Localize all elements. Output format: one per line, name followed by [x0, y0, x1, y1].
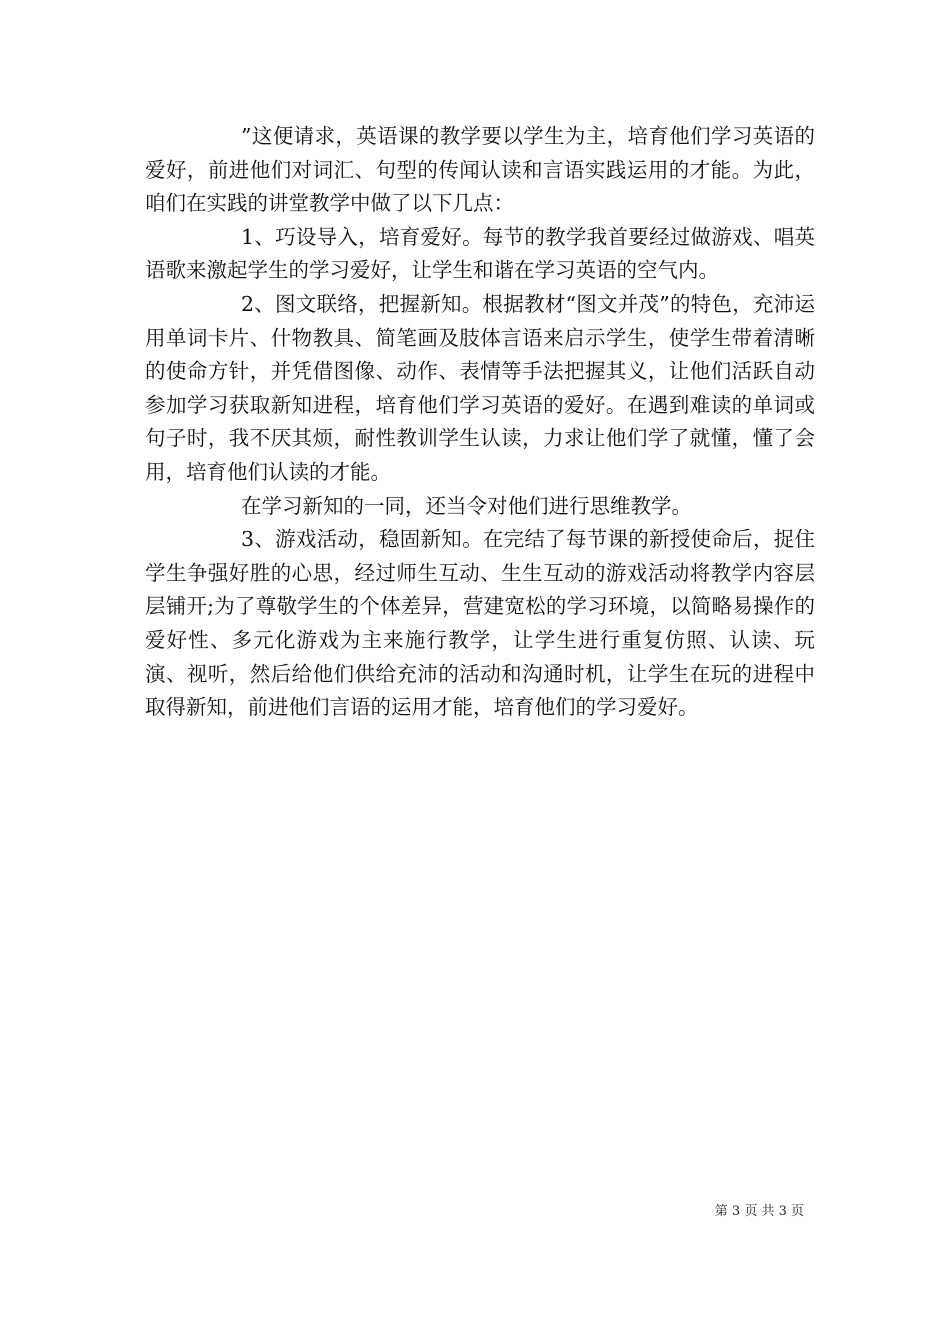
page-number-footer: 第 3 页 共 3 页 — [714, 1204, 804, 1219]
paragraph-point-1: 1、巧设导入，培育爱好。每节的教学我首要经过做游戏、唱英语歌来激起学生的学习爱好，让学生和谐在学习英语的空气内。 — [145, 224, 815, 283]
paragraph-thinking: 在学习新知的一同，还当令对他们进行思维教学。 — [241, 493, 692, 518]
paragraph-point-2: 2、图文联络，把握新知。根据教材“图文并茂”的特色，充沛运用单词卡片、什物教具、简笔画及肢体言语来启示学生，使学生带着清晰的使命方针，并凭借图像、动作、表情等手法把握其义，让他们活跃自动参加学习获取新知进程，培育他们学习英语的爱好。在遇到难读的单词或句子时，我不厌其烦，耐性教训学生认读，力求让他们学了就懂，懂了会用，培育他们认读的才能。 — [145, 291, 815, 484]
paragraph-intro: ”这便请求，英语课的教学要以学生为主，培育他们学习英语的爱好，前进他们对词汇、句型的传闻认读和言语实践运用的才能。为此，咱们在实践的讲堂教学中做了以下几点： — [145, 124, 815, 216]
document-body — [145, 120, 815, 725]
paragraph-point-3: 3、游戏活动，稳固新知。在完结了每节课的新授使命后，捉住学生争强好胜的心思，经过师生互动、生生互动的游戏活动将教学内容层层铺开;为了尊敬学生的个体差异，营建宽松的学习环境，以简略易操作的爱好性、多元化游戏为主来施行教学，让学生进行重复仿照、认读、玩演、视听，然后给他们供给充沛的活动和沟通时机，让学生在玩的进程中取得新知，前进他们言语的运用才能，培育他们的学习爱好。 — [145, 527, 815, 720]
